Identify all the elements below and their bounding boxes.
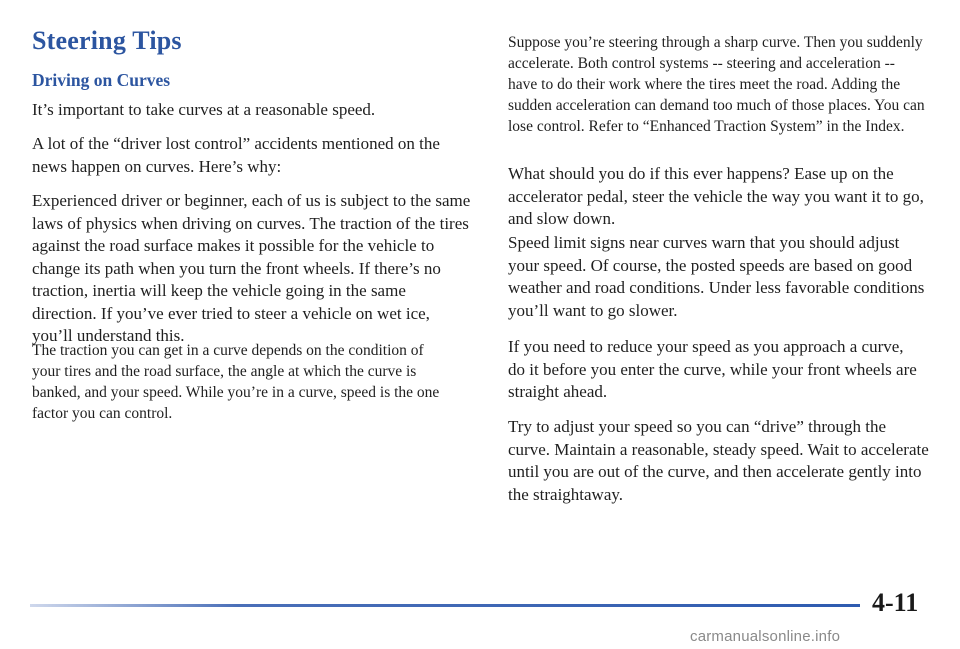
sub-title: Driving on Curves xyxy=(32,70,171,90)
left-paragraph-2: A lot of the “driver lost control” accidents mentioned on the news happen on curves. Here’s why: xyxy=(32,134,440,176)
left-paragraph-1: It’s important to take curves at a reasonable speed. xyxy=(32,100,376,119)
right-paragraph-1: Suppose you’re steering through a sharp curve. Then you suddenly accelerate. Both control systems -- steering and acceleration -- have to do their work where the tires meet the road. Adding the sudden acceleration can demand too much of those places. You can lose control. Refer to “Enhanced Traction System” in the Index. xyxy=(508,34,925,135)
right-paragraph-4: If you need to reduce your speed as you approach a curve, do it before you enter the curve, while your front wheels are straight ahead. xyxy=(508,337,917,401)
left-paragraph-4: The traction you can get in a curve depends on the condition of your tires and the road surface, the angle at which the curve is banked, and your speed. While you’re in a curve, speed is the one factor you can control. xyxy=(32,342,440,422)
footer-rule xyxy=(30,604,860,607)
left-paragraph-3: Experienced driver or beginner, each of us is subject to the same laws of physics when driving on curves. The traction of the tires against the road surface makes it possible for the vehicle to change its path when you turn the front wheels. If there’s no traction, inertia will keep the vehicle going in the same direction. If you’ve ever tried to steer a vehicle on wet ice, you’ll understand this. xyxy=(32,191,471,345)
right-paragraph-5: Try to adjust your speed so you can “drive” through the curve. Maintain a reasonable, steady speed. Wait to accelerate until you are out of the curve, and then accelerate gently into the straightaway. xyxy=(508,417,929,504)
watermark: carmanualsonline.info xyxy=(690,628,841,645)
right-paragraph-2: What should you do if this ever happens? Ease up on the accelerator pedal, steer the vehicle the way you want it to go, and slow down. xyxy=(508,164,924,228)
section-title: Steering Tips xyxy=(32,26,182,55)
right-paragraph-3: Speed limit signs near curves warn that you should adjust your speed. Of course, the posted speeds are based on good weather and road conditions. Under less favorable conditions you’ll want to go slower. xyxy=(508,233,925,320)
page-number: 4-11 xyxy=(872,588,919,617)
